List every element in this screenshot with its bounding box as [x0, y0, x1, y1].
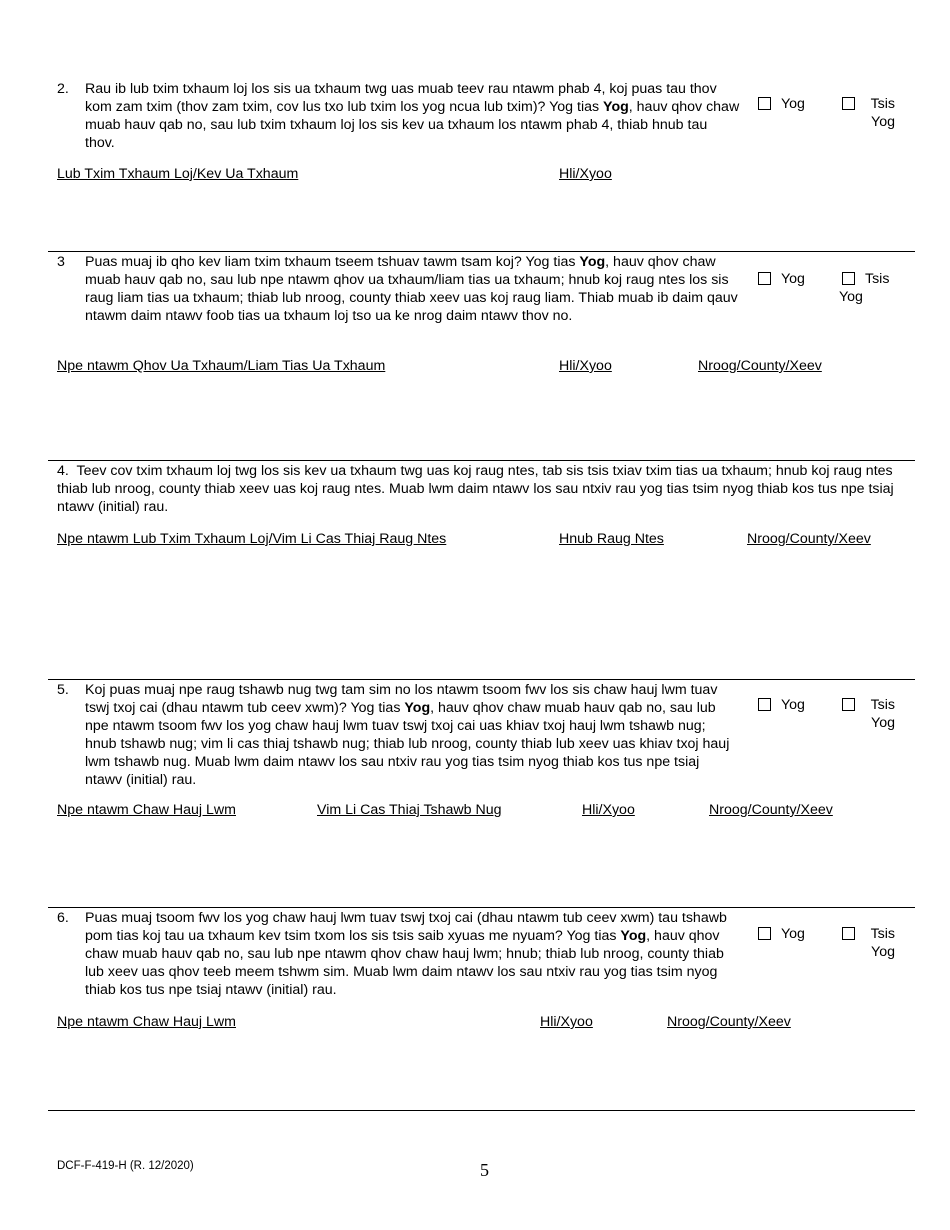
question-text: Koj puas muaj npe raug tshawb nug twg tam sim no los ntawm tsoom fwv los sis chaw hauj lwm tuav tswj txoj cai (dhau ntawm tub ceev xwm)? Yog tias Yog, hauv qhov chaw muab hauv qab no, sau lub npe ntawm tsoom fwv los yog chaw hauj lwm tuav tswj txoj cai uas khiav txoj hauj lwm tshawb nug; hnub tshawb nug; vim li cas thiaj tshawb nug; thiab lub nroog, county thiab lub xeev uas khiav txoj hauj lwm tshawb nug. Muab lwm daim ntawv los sau ntxiv rau yog tias tsim nyog thiab kos tus npe tsiaj ntawv (initial) rau. [85, 682, 730, 788]
yes-checkbox[interactable] [758, 698, 771, 711]
no-checkbox[interactable] [842, 272, 855, 285]
field-label: Npe ntawm Chaw Hauj Lwm [57, 1014, 236, 1030]
field-label: Nroog/County/Xeev [747, 531, 871, 547]
field-label: Hli/Xyoo [540, 1014, 593, 1030]
question-text: Rau ib lub txim txhaum loj los sis ua txhaum twg uas muab teev rau ntawm phab 4, koj puas tau thov kom zam txim (thov zam txim, cov lus txo lub txim los yog ncua lub txim)? Yog tias Yog, hauv qhov chaw muab hauv qab no, sau lub txim txhaum loj los sis kev ua txhaum los ntawm phab 4, thiab hnub tau thov. [85, 81, 740, 151]
page-number: 5 [480, 1160, 489, 1180]
divider [48, 907, 915, 908]
yes-label: Yog [781, 96, 805, 112]
field-label: Hli/Xyoo [559, 166, 612, 182]
field-label: Lub Txim Txhaum Loj/Kev Ua Txhaum [57, 166, 299, 182]
question-number: 2. [57, 81, 69, 97]
question-text: 4. Teev cov txim txhaum loj twg los sis kev ua txhaum twg uas koj raug ntes, tab sis tsis txiav txim tias ua txhaum; hnub koj raug ntes thiab lub nroog, county thiab xeev uas koj raug ntes. Muab lwm daim ntawv los sau ntxiv rau yog tias tsim nyog thiab kos tus npe tsiaj ntawv (initial) rau. [57, 463, 894, 515]
yes-label: Yog [781, 697, 805, 713]
field-label: Nroog/County/Xeev [698, 358, 822, 374]
yes-checkbox[interactable] [758, 927, 771, 940]
no-checkbox[interactable] [842, 927, 855, 940]
no-label: Tsis Yog [870, 926, 895, 960]
question-text: Puas muaj ib qho kev liam txim txhaum tseem tshuav tawm tsam koj? Yog tias Yog, hauv qhov chaw muab hauv qab no, sau lub npe ntawm qhov ua txhaum/liam tias ua txhaum; hnub koj raug ntes los sis raug liam tias ua txhaum; thiab lub nroog, county thiab xeev uas koj raug liam. Thiab muab ib daim qauv ntawm daim ntawv foob tias ua txhaum loj tso ua ke nrog daim ntawv thov no. [85, 254, 738, 324]
no-label-line1: Tsis [865, 271, 890, 287]
question-text: Puas muaj tsoom fwv los yog chaw hauj lwm tuav tswj txoj cai (dhau ntawm tub ceev xwm) tau tshawb pom tias koj tau ua txhaum kev tsim txom los sis tsis saib xyuas me nyuam? Yog tias Yog, hauv qhov chaw muab hauv qab no, sau lub npe ntawm qhov chaw hauj lwm; hnub; thiab lub nroog, county thiab lub xeev uas qhov teeb meem tshwm sim. Muab lwm daim ntawv los sau ntxiv rau yog tias tsim nyog thiab kos tus npe tsiaj ntawv (initial) rau. [85, 910, 727, 998]
yes-label: Yog [781, 271, 805, 287]
yes-checkbox[interactable] [758, 272, 771, 285]
no-label: Tsis Yog [870, 96, 895, 130]
yes-label: Yog [781, 926, 805, 942]
question-number: 4. [57, 463, 69, 479]
question-number: 5. [57, 682, 69, 698]
question-number: 6. [57, 910, 69, 926]
question-number: 3 [57, 254, 65, 270]
no-checkbox[interactable] [842, 97, 855, 110]
field-label: Npe ntawm Qhov Ua Txhaum/Liam Tias Ua Txhaum [57, 358, 386, 374]
field-label: Nroog/County/Xeev [709, 802, 833, 818]
field-label: Hnub Raug Ntes [559, 531, 664, 547]
field-label: Npe ntawm Lub Txim Txhaum Loj/Vim Li Cas Thiaj Raug Ntes [57, 531, 447, 547]
no-checkbox[interactable] [842, 698, 855, 711]
no-label-line2: Yog [839, 289, 863, 305]
field-label: Nroog/County/Xeev [667, 1014, 791, 1030]
no-label: Tsis Yog [870, 697, 895, 731]
field-label: Hli/Xyoo [582, 802, 635, 818]
field-label: Npe ntawm Chaw Hauj Lwm [57, 802, 236, 818]
form-code: DCF-F-419-H (R. 12/2020) [57, 1160, 194, 1172]
divider [48, 679, 915, 680]
yes-checkbox[interactable] [758, 97, 771, 110]
field-label: Vim Li Cas Thiaj Tshawb Nug [317, 802, 502, 818]
field-label: Hli/Xyoo [559, 358, 612, 374]
divider [48, 251, 915, 252]
divider [48, 1110, 915, 1111]
divider [48, 460, 915, 461]
